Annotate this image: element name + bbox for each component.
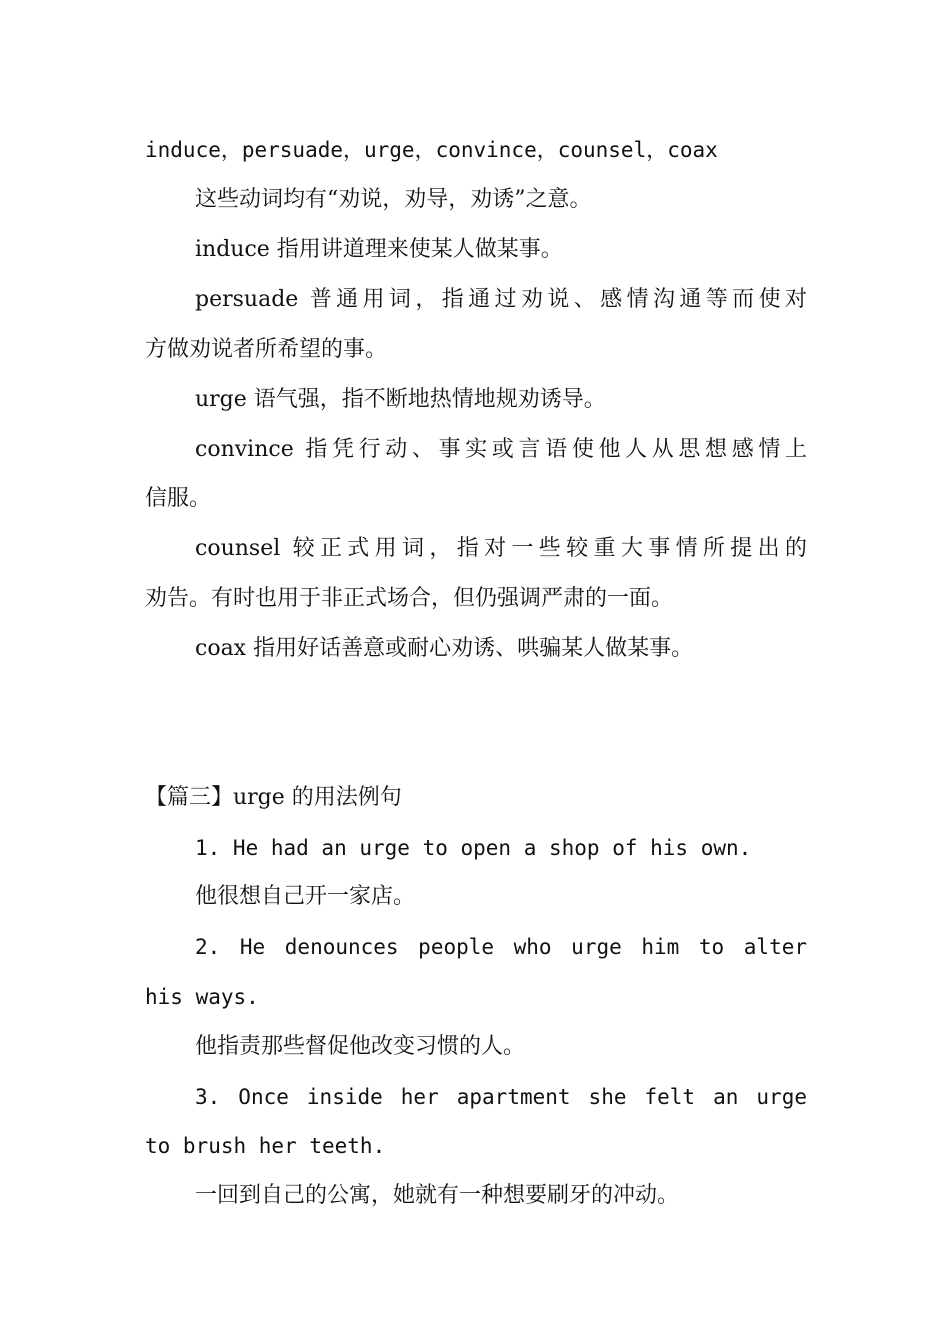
- counsel-definition-line1: counsel 较正式用词，指对一些较重大事情所提出的: [195, 536, 807, 561]
- urge-definition: urge 语气强，指不断地热情地规劝诱导。: [195, 387, 606, 412]
- persuade-definition-line1: persuade 普通用词，指通过劝说、感情沟通等而使对: [195, 287, 807, 312]
- synonym-intro: 这些动词均有“劝说，劝导，劝诱”之意。: [195, 187, 592, 212]
- example3-english-line1: 3. Once inside her apartment she felt an urge: [195, 1085, 807, 1109]
- example2-english-line1: 2. He denounces people who urge him to alter: [195, 935, 807, 959]
- example1-english: 1. He had an urge to open a shop of his own.: [195, 836, 752, 860]
- convince-definition-line2: 信服。: [145, 486, 212, 511]
- example2-english-line2: his ways.: [145, 985, 259, 1009]
- section-title: 【篇三】urge 的用法例句: [145, 785, 402, 810]
- convince-definition-line1: convince 指凭行动、事实或言语使他人从思想感情上: [195, 437, 807, 462]
- example3-chinese: 一回到自己的公寓，她就有一种想要刷牙的冲动。: [195, 1183, 680, 1208]
- persuade-definition-line2: 方做劝说者所希望的事。: [145, 337, 388, 362]
- example1-chinese: 他很想自己开一家店。: [195, 884, 416, 909]
- example2-chinese: 他指责那些督促他改变习惯的人。: [195, 1034, 526, 1059]
- counsel-definition-line2: 劝告。有时也用于非正式场合，但仍强调严肃的一面。: [145, 586, 674, 611]
- synonym-header: induce，persuade，urge，convince，counsel，coax: [145, 138, 718, 162]
- induce-definition: induce 指用讲道理来使某人做某事。: [195, 237, 563, 262]
- coax-definition: coax 指用好话善意或耐心劝诱、哄骗某人做某事。: [195, 636, 694, 661]
- example3-english-line2: to brush her teeth.: [145, 1134, 386, 1158]
